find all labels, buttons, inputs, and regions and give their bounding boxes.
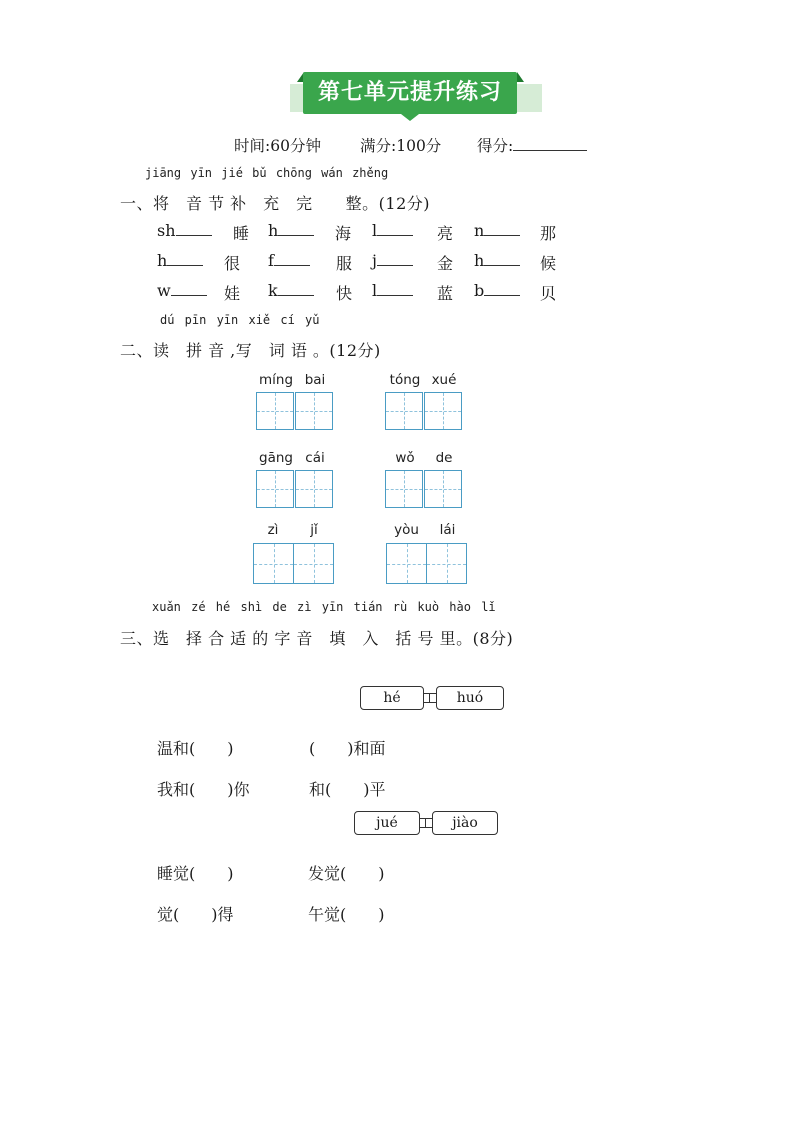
fill-char: 很 (224, 254, 241, 273)
score-label-text: 得分: (477, 137, 514, 155)
time-info: 时间:60分钟 (234, 137, 321, 155)
writing-grid-box[interactable] (424, 392, 462, 430)
grid-pinyin: wǒ (395, 450, 415, 466)
pinyin-blank[interactable] (176, 221, 212, 236)
fill-char: 金 (437, 254, 454, 273)
pinyin-blank[interactable] (278, 221, 314, 236)
grid-pinyin: tóng (389, 372, 421, 388)
writing-grid-box[interactable] (295, 470, 333, 508)
writing-grid-box[interactable] (256, 392, 294, 430)
grid-pinyin: lái (439, 522, 456, 538)
pinyin-initial: w (157, 281, 171, 300)
grid-pinyin: bai (304, 372, 326, 388)
pinyin-blank[interactable] (274, 251, 310, 266)
grid-pinyin: míng (258, 372, 294, 388)
pinyin-initial: n (474, 221, 485, 240)
fill-char: 海 (335, 224, 352, 243)
fill-char: 睡 (233, 224, 250, 243)
grid-pinyin: de (435, 450, 453, 466)
grid-pinyin: jǐ (310, 522, 318, 538)
pinyin-initial: sh (157, 221, 176, 240)
section1-pinyin: jiāng yīn jié bǔ chōng wán zhěng (145, 166, 389, 180)
choice-item[interactable]: 和( )平 (309, 780, 386, 799)
writing-grid-box[interactable] (256, 470, 294, 508)
fill-char: 娃 (224, 284, 241, 303)
fill-item (474, 281, 520, 300)
writing-grid-box[interactable] (293, 543, 334, 584)
writing-grid-box[interactable] (253, 543, 294, 584)
fill-item (372, 221, 413, 240)
fill-char: 快 (336, 284, 353, 303)
fill-item (157, 281, 207, 300)
writing-grid-box[interactable] (426, 543, 467, 584)
score-label (477, 134, 587, 156)
pinyin-blank[interactable] (171, 281, 207, 296)
fill-char: 蓝 (437, 284, 454, 303)
fill-item (157, 221, 212, 240)
section3-heading: 三、选 择 合 适 的 字 音 填 入 括 号 里。(8分) (120, 629, 514, 648)
pinyin-initial: h (474, 251, 485, 270)
page-title: 第七单元提升练习 (317, 80, 502, 105)
pinyin-option-tag: hé (360, 686, 424, 710)
tag-connector (424, 691, 436, 705)
fill-item (474, 221, 520, 240)
score-blank[interactable] (513, 136, 587, 151)
section2-heading: 二、读 拼 音 ,写 词 语 。(12分) (120, 341, 381, 360)
pinyin-blank[interactable] (377, 221, 413, 236)
writing-grid-box[interactable] (385, 392, 423, 430)
pinyin-option-tag: huó (436, 686, 504, 710)
pinyin-blank[interactable] (377, 251, 413, 266)
choice-item[interactable]: 觉( )得 (157, 905, 234, 924)
full-score-info: 满分:100分 (360, 137, 442, 155)
pinyin-initial: h (157, 251, 168, 270)
section3-pinyin: xuǎn zé hé shì de zì yīn tián rù kuò hào lǐ (152, 600, 496, 614)
pinyin-option-tag: jué (354, 811, 420, 835)
pinyin-blank[interactable] (484, 251, 520, 266)
pinyin-initial: f (268, 251, 274, 270)
writing-grid-box[interactable] (295, 392, 333, 430)
fill-item (157, 251, 203, 270)
pinyin-initial: k (268, 281, 278, 300)
pinyin-initial: j (372, 251, 377, 270)
fill-char: 贝 (540, 284, 557, 303)
grid-pinyin: zì (267, 522, 279, 538)
fill-char: 服 (336, 254, 353, 273)
pinyin-blank[interactable] (484, 221, 520, 236)
section1-heading: 一、将 音 节 补 充 完 整。(12分) (120, 194, 431, 213)
pinyin-blank[interactable] (377, 281, 413, 296)
choice-item[interactable]: 午觉( ) (308, 905, 385, 924)
fill-item (372, 251, 413, 270)
fill-item (372, 281, 413, 300)
writing-grid-box[interactable] (386, 543, 427, 584)
fill-char: 那 (540, 224, 557, 243)
grid-pinyin: xué (431, 372, 457, 388)
pinyin-blank[interactable] (167, 251, 203, 266)
choice-item[interactable]: 温和( ) (157, 739, 234, 758)
fill-item (268, 251, 310, 270)
pinyin-blank[interactable] (278, 281, 314, 296)
fill-char: 候 (540, 254, 557, 273)
fill-item (268, 221, 314, 240)
choice-item[interactable]: 发觉( ) (308, 864, 385, 883)
banner-fold-right (517, 72, 524, 82)
banner-pointer (401, 114, 419, 121)
pinyin-blank[interactable] (484, 281, 520, 296)
pinyin-initial: b (474, 281, 485, 300)
choice-item[interactable]: ( )和面 (309, 739, 386, 758)
grid-pinyin: cái (305, 450, 325, 466)
choice-item[interactable]: 我和( )你 (157, 780, 250, 799)
pinyin-option-tag: jiào (432, 811, 498, 835)
pinyin-initial: l (372, 281, 378, 300)
section2-pinyin: dú pīn yīn xiě cí yǔ (160, 313, 320, 327)
grid-pinyin: gāng (259, 450, 293, 466)
fill-item (474, 251, 520, 270)
fill-item (268, 281, 314, 300)
choice-item[interactable]: 睡觉( ) (157, 864, 234, 883)
writing-grid-box[interactable] (385, 470, 423, 508)
tag-connector (420, 816, 432, 830)
writing-grid-box[interactable] (424, 470, 462, 508)
pinyin-initial: l (372, 221, 378, 240)
pinyin-initial: h (268, 221, 279, 240)
fill-char: 亮 (437, 224, 454, 243)
grid-pinyin: yòu (394, 522, 419, 538)
